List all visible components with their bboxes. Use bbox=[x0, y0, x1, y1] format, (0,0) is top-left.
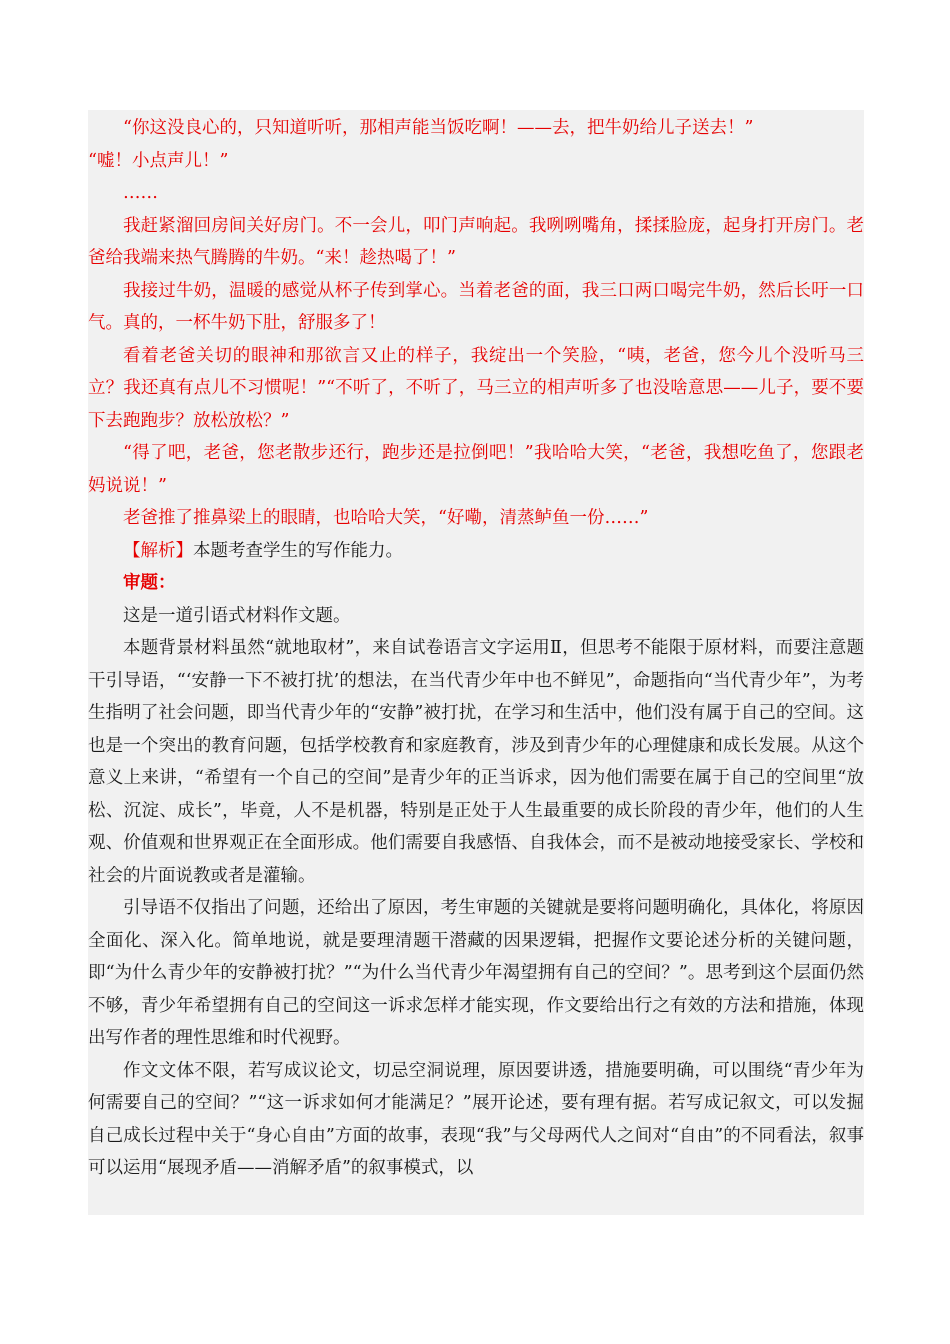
story-paragraph: “嘘！小点声儿！” bbox=[88, 150, 229, 171]
story-ellipsis: …… bbox=[123, 183, 158, 203]
story-paragraph: 我接过牛奶，温暖的感觉从杯子传到掌心。当着老爸的面，我三口两口喝完牛奶，然后长吁一口气。真的，一杯牛奶下肚，舒服多了！ bbox=[88, 280, 864, 333]
story-paragraph: “你这没良心的，只知道听听，那相声能当饭吃啊！——去，把牛奶给儿子送去！” bbox=[123, 118, 754, 138]
analysis-tag: 【解析】 bbox=[123, 540, 193, 561]
section-heading: 审题： bbox=[123, 573, 176, 593]
analysis-paragraph: 本题背景材料虽然“就地取材”，来自试卷语言文字运用Ⅱ，但思考不能限于原材料，而要注意题干引导语，“‘安静一下不被打扰’的想法，在当代青少年中也不鲜见”，命题指向“当代青少年”，为考生指明了社会问题，即当代青少年的“安静”被打扰，在学习和生活中，他们没有属于自己的空间。这也是一个突出的教育问题，包括学校教育和家庭教育，涉及到青少年的心理健康和成长发展。从这个意义上来讲，“希望有一个自己的空间”是青少年的正当诉求，因为他们需要在属于自己的空间里“放松、沉淀、成长”，毕竟，人不是机器，特别是正处于人生最重要的成长阶段的青少年，他们的人生观、价值观和世界观正在全面形成。他们需要自我感悟、自我体会，而不是被动地接受家长、学校和社会的片面说教或者是灌输。 bbox=[88, 638, 864, 886]
document-page bbox=[88, 110, 864, 1215]
analysis-paragraph: 引导语不仅指出了问题，还给出了原因，考生审题的关键就是要将问题明确化，具体化，将原因全面化、深入化。简单地说，就是要理清题干潜藏的因果逻辑，把握作文要论述分析的关键问题，即“为什么青少年的安静被打扰？”“为什么当代青少年渴望拥有自己的空间？”。思考到这个层面仍然不够，青少年希望拥有自己的空间这一诉求怎样才能实现，作文要给出行之有效的方法和措施，体现出写作者的理性思维和时代视野。 bbox=[88, 898, 864, 1048]
analysis-paragraph: 这是一道引语式材料作文题。 bbox=[123, 605, 351, 626]
analysis-line bbox=[88, 535, 864, 568]
analysis-paragraph: 作文文体不限，若写成议论文，切忌空洞说理，原因要讲透，措施要明确，可以围绕“青少年为何需要自己的空间？”“这一诉求如何才能满足？”展开论述，要有理有据。若写成记叙文，可以发掘自己成长过程中关于“身心自由”方面的故事，表现“我”与父母两代人之间对“自由”的不同看法，叙事可以运用“展现矛盾——消解矛盾”的叙事模式，以 bbox=[88, 1060, 864, 1178]
story-paragraph: 我赶紧溜回房间关好房门。不一会儿，叩门声响起。我咧咧嘴角，揉揉脸庞，起身打开房门。老爸给我端来热气腾腾的牛奶。“来！趁热喝了！” bbox=[88, 215, 864, 268]
story-paragraph: “得了吧，老爸，您老散步还行，跑步还是拉倒吧！”我哈哈大笑，“老爸，我想吃鱼了，您跟老妈说说！” bbox=[88, 443, 864, 496]
document-content bbox=[88, 112, 864, 1185]
story-paragraph: 老爸推了推鼻梁上的眼睛，也哈哈大笑，“好嘞，清蒸鲈鱼一份……” bbox=[123, 508, 649, 528]
story-paragraph: 看着老爸关切的眼神和那欲言又止的样子，我绽出一个笑脸，“咦，老爸，您今儿个没听马三立？我还真有点儿不习惯呢！”“不听了，不听了，马三立的相声听多了也没啥意思——儿子，要不要下去跑跑步？放松放松？” bbox=[88, 345, 864, 431]
analysis-intro: 本题考查学生的写作能力。 bbox=[193, 540, 403, 561]
